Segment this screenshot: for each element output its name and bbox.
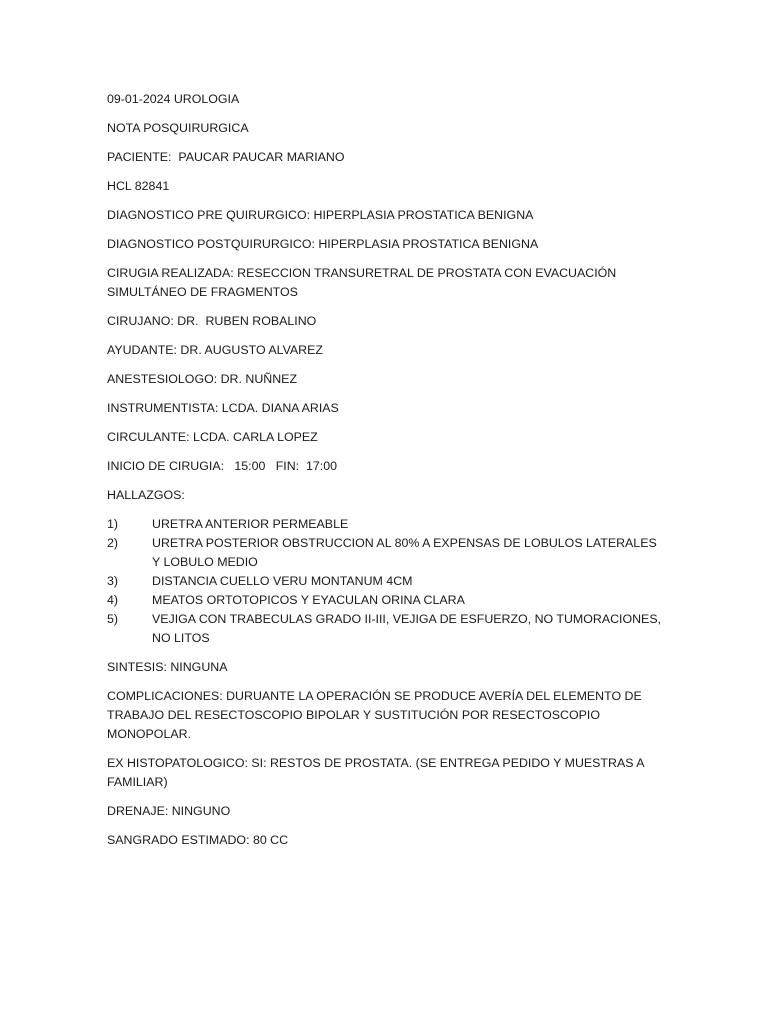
- list-item-number: 4): [107, 593, 119, 607]
- header-section: [107, 90, 667, 505]
- drainage: DRENAJE: NINGUNO: [107, 804, 231, 818]
- anesthesiologist: ANESTESIOLOGO: DR. NUÑNEZ: [107, 372, 298, 386]
- document-page: [107, 90, 667, 860]
- list-item-number: 1): [107, 517, 119, 531]
- assistant: AYUDANTE: DR. AUGUSTO ALVAREZ: [107, 343, 323, 357]
- synthesis: SINTESIS: NINGUNA: [107, 660, 228, 674]
- list-item: [107, 591, 667, 610]
- list-item-text: URETRA ANTERIOR PERMEABLE: [152, 517, 349, 531]
- findings-heading: HALLAZGOS:: [107, 488, 185, 502]
- date-department: 09-01-2024 UROLOGIA: [107, 92, 240, 106]
- list-item-number: 3): [107, 574, 119, 588]
- list-item-text: DISTANCIA CUELLO VERU MONTANUM 4CM: [152, 574, 413, 588]
- list-item: [107, 534, 667, 572]
- list-item: [107, 610, 667, 648]
- list-item-text: URETRA POSTERIOR OBSTRUCCION AL 80% A EXPENSAS DE LOBULOS LATERALES Y LOBULO MEDIO: [152, 536, 657, 569]
- note-title: NOTA POSQUIRURGICA: [107, 121, 249, 135]
- surgery-performed: CIRUGIA REALIZADA: RESECCION TRANSURETRAL DE PROSTATA CON EVACUACIÓN SIMULTÁNEO DE FRAGMENTOS: [107, 266, 620, 299]
- histopathology: EX HISTOPATOLOGICO: SI: RESTOS DE PROSTATA. (SE ENTREGA PEDIDO Y MUESTRAS A FAMILIAR): [107, 756, 648, 789]
- list-item: [107, 515, 667, 534]
- list-item: [107, 572, 667, 591]
- circulating-nurse: CIRCULANTE: LCDA. CARLA LOPEZ: [107, 430, 318, 444]
- list-item-number: 5): [107, 612, 119, 626]
- clinical-record-number: HCL 82841: [107, 179, 170, 193]
- patient-name: PACIENTE: PAUCAR PAUCAR MARIANO: [107, 150, 345, 164]
- list-item-number: 2): [107, 536, 119, 550]
- complications: COMPLICACIONES: DURUANTE LA OPERACIÓN SE PRODUCE AVERÍA DEL ELEMENTO DE TRABAJO DEL RESECTOSCOPIO BIPOLAR Y SUSTITUCIÓN POR RESECTOSCOPIO MONOPOLAR.: [107, 689, 645, 741]
- surgery-times: INICIO DE CIRUGIA: 15:00 FIN: 17:00: [107, 459, 337, 473]
- list-item-text: MEATOS ORTOTOPICOS Y EYACULAN ORINA CLARA: [152, 593, 465, 607]
- pre-surgical-diagnosis: DIAGNOSTICO PRE QUIRURGICO: HIPERPLASIA PROSTATICA BENIGNA: [107, 208, 534, 222]
- post-surgical-diagnosis: DIAGNOSTICO POSTQUIRURGICO: HIPERPLASIA PROSTATICA BENIGNA: [107, 237, 539, 251]
- scrub-nurse: INSTRUMENTISTA: LCDA. DIANA ARIAS: [107, 401, 339, 415]
- list-item-text: VEJIGA CON TRABECULAS GRADO II-III, VEJIGA DE ESFUERZO, NO TUMORACIONES, NO LITOS: [152, 612, 662, 645]
- findings-list: [107, 515, 667, 648]
- surgeon: CIRUJANO: DR. RUBEN ROBALINO: [107, 314, 317, 328]
- footer-section: [107, 658, 667, 850]
- estimated-bleeding: SANGRADO ESTIMADO: 80 CC: [107, 833, 289, 847]
